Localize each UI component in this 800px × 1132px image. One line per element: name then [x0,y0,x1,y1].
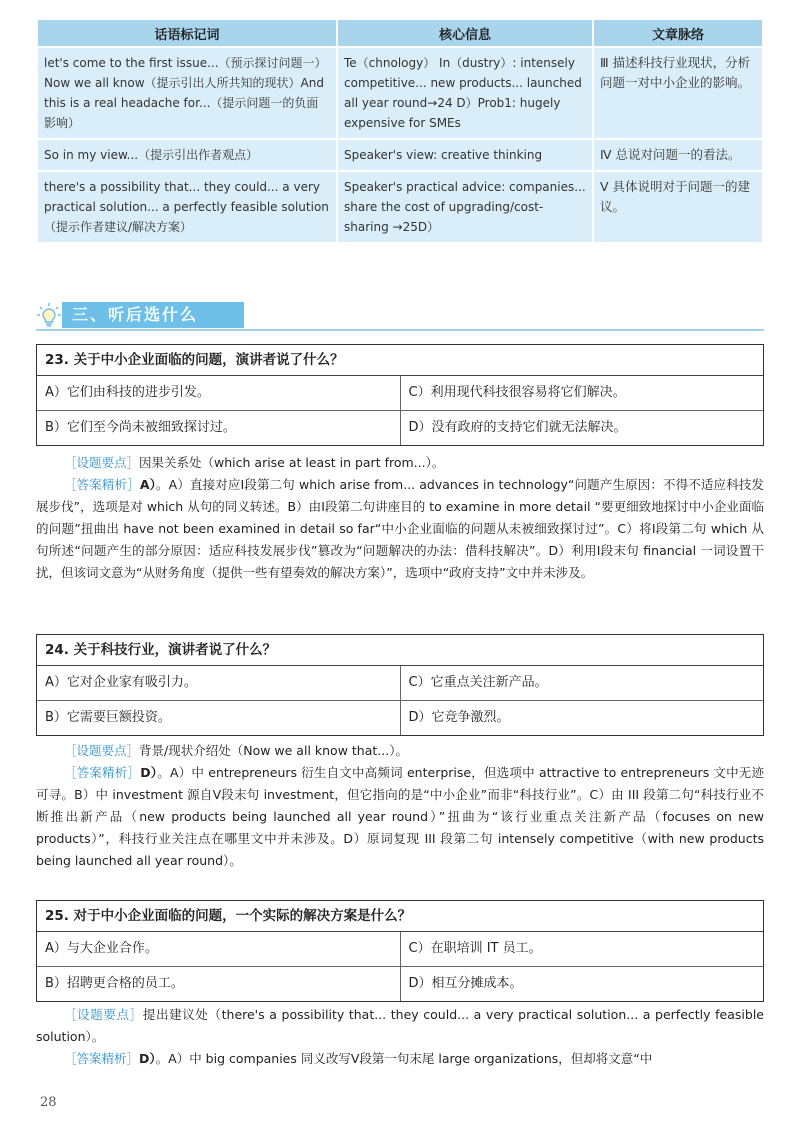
table-cell: there's a possibility that... they could... a very practical solution... a perfectly feasible solution（提示作者建议/解决方案） [38,172,336,242]
key-point-label: ［设题要点］ [64,455,140,470]
section-header [36,300,764,332]
table-cell: Ⅴ 具体说明对于问题一的建议。 [594,172,762,242]
col-header-structure: 文章脉络 [594,20,762,46]
table-row [38,48,762,138]
table-cell: Te（chnology） In（dustry）: intensely competitive... new products... launched all year round→24 D）Prob1: hugely expensive for SMEs [338,48,592,138]
answer-label: ［答案精析］ [64,765,141,780]
table-cell: Ⅲ 描述科技行业现状，分析问题一对中小企业的影响。 [594,48,762,138]
option-a: A）它对企业家有吸引力。 [37,666,401,700]
answer-analysis: 。A）中 entrepreneurs 衍生自文中高频词 enterprise，但选项中 attractive to entrepreneurs 文中无迹可寻。B）中 investment 源自Ⅴ段末句 investment，但它指向的是“中小企业”而非“科技行业”。C）由 III 段第二句“科技行业不断推出新产品（new products being launched all year round）”扭曲为“该行业重点关注新产品（focuses on new products）”，科技行业关注点在哪里文中并未涉及。D）原词复现 III 段第二句 intensely competitive（with new products being launched all year round）。 [36,765,764,868]
option-b: B）它们至今尚未被细致探讨过。 [37,411,401,445]
table-cell: let's come to the first issue...（预示探讨问题一）Now we all know（提示引出人所共知的现状）And this is a real headache for...（提示问题一的负面影响） [38,48,336,138]
answer-analysis: 。A）中 big companies 同义改写Ⅴ段第一句末尾 large organizations，但却将文意“中 [155,1051,653,1066]
key-point-text: 背景/现状介绍处（Now we all know that...）。 [139,743,408,758]
question-23 [36,344,764,446]
table-cell: Speaker's view: creative thinking [338,140,592,170]
section-divider [36,329,764,331]
option-c: C）在职培训 IT 员工。 [408,941,542,956]
option-a: A）它们由科技的进步引发。 [37,376,401,410]
key-point-text: 提出建议处（there's a possibility that... they could... a very practical solution... a perfectly feasible solution）。 [36,1007,764,1044]
table-cell: So in my view...（提示引出作者观点） [38,140,336,170]
answer-letter: A） [139,477,157,492]
question-24 [36,634,764,736]
table-cell: Speaker's practical advice: companies... share the cost of upgrading/cost-sharing →25D） [338,172,592,242]
option-a: A）与大企业合作。 [37,932,401,966]
key-point-label: ［设题要点］ [64,1007,143,1022]
option-d: D）它竞争激烈。 [408,710,510,725]
option-d: D）相互分摊成本。 [408,976,523,991]
table-row [38,172,762,242]
question-title: 24. 关于科技行业，演讲者说了什么？ [37,635,763,666]
answer-letter: D） [139,1051,156,1066]
col-header-markers: 话语标记词 [38,20,336,46]
option-b: B）它需要巨额投资。 [37,701,401,735]
page-number: 28 [40,1095,57,1110]
option-b: B）招聘更合格的员工。 [37,967,401,1001]
table-cell: Ⅳ 总说对问题一的看法。 [594,140,762,170]
question-title: 23. 关于中小企业面临的问题，演讲者说了什么？ [37,345,763,376]
question-title: 25. 对于中小企业面临的问题，一个实际的解决方案是什么？ [37,901,763,932]
answer-label: ［答案精析］ [64,1051,140,1066]
question-25 [36,900,764,1002]
key-point-text: 因果关系处（which arise at least in part from...）。 [139,455,445,470]
answer-analysis: 。A）直接对应Ⅰ段第二句 which arise from... advances in technology“问题产生原因：不得不适应科技发展步伐”，选项是对 which 从句的同义转述。B）由Ⅰ段第二句讲座目的 to examine in more detail “要更细致地探讨中小企业面临的问题”扭曲出 have not been examined in detail so far“中小企业面临的问题从未被细致探讨过”。C）将Ⅰ段第二句 which 从句所述“问题产生的部分原因：适应科技发展步伐”篡改为“问题解决的办法：借科技解决”。D）利用Ⅰ段末句 financial 一词设置干扰，但该词文意为“从财务角度（提供一些有望奏效的解决方案）”，选项中“政府支持”文中并未涉及。 [36,477,764,580]
lightbulb-icon [36,302,62,328]
option-d: D）没有政府的支持它们就无法解决。 [408,420,627,435]
key-point-label: ［设题要点］ [64,743,140,758]
col-header-core-info: 核心信息 [338,20,592,46]
answer-letter: D） [140,765,158,780]
analysis-23 [36,452,764,584]
answer-label: ［答案精析］ [64,477,140,492]
analysis-25 [36,1004,764,1070]
table-row [38,140,762,170]
section-title: 三、听后选什么 [62,302,244,328]
discourse-table [36,18,764,244]
analysis-24 [36,740,764,872]
option-c: C）它重点关注新产品。 [408,675,548,690]
option-c: C）利用现代科技很容易将它们解决。 [408,385,626,400]
